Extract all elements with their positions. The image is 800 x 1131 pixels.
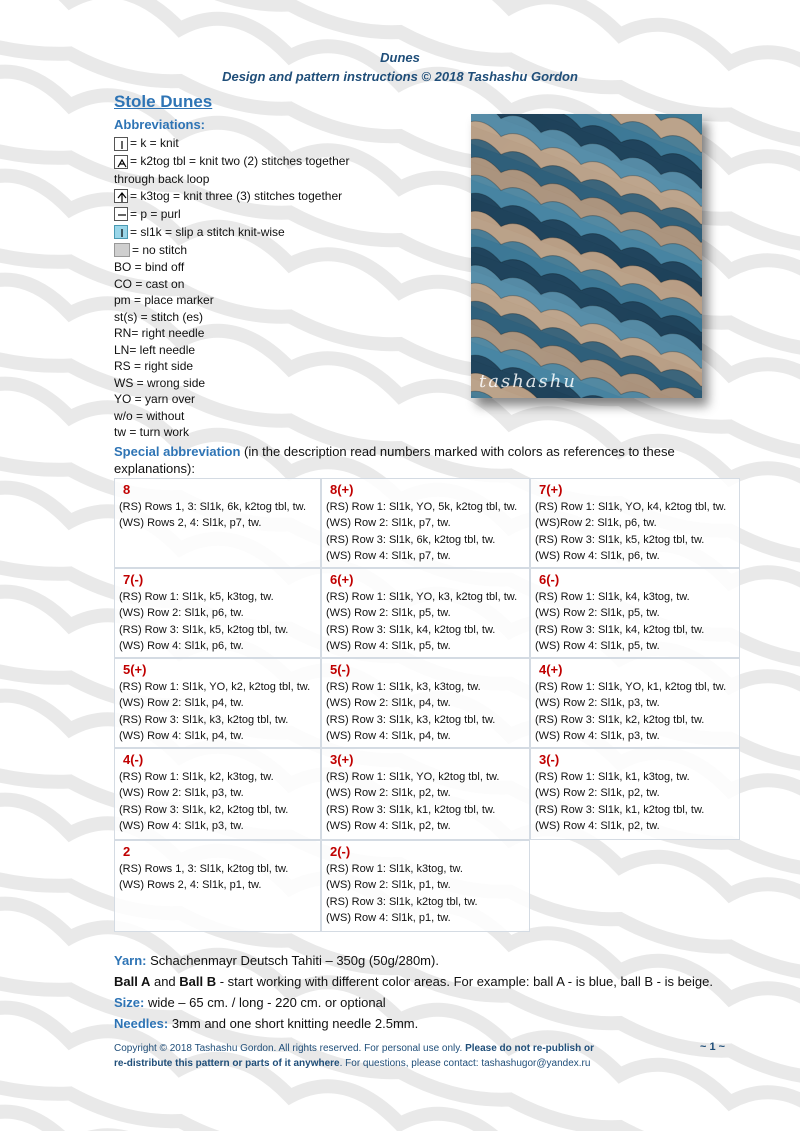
cell-line: (RS) Row 3: Sl1k, k3, k2tog tbl, tw. <box>326 713 496 726</box>
abbr-no-stitch <box>114 241 474 259</box>
cell-number: 3(-) <box>539 752 560 767</box>
table-cell <box>530 748 740 840</box>
cell-line: (WS) Row 4: Sl1k, p6, tw. <box>535 549 660 562</box>
cell-line: (WS) Row 4: Sl1k, p5, tw. <box>326 639 451 652</box>
cell-number: 4(+) <box>539 662 563 677</box>
cell-number: 6(-) <box>539 572 560 587</box>
cell-line: (RS) Row 1: Sl1k, k5, k3tog, tw. <box>119 591 274 603</box>
abbr-plain: w/o = without <box>114 408 185 423</box>
table-cell <box>530 478 740 568</box>
abbr-plain: BO = bind off <box>114 260 185 274</box>
footer-bold: Please do not re-publish or <box>465 1043 594 1054</box>
cell-line: (WS) Row 2: Sl1k, p1, tw. <box>326 879 451 892</box>
abbr-plain: YO = yarn over <box>114 392 196 406</box>
cell-line: (WS) Row 2: Sl1k, p5, tw. <box>535 607 660 620</box>
cell-line: (WS) Row 2: Sl1k, p2, tw. <box>535 787 660 800</box>
cell-number: 3(+) <box>330 752 354 767</box>
ball-a-label: Ball A <box>114 974 151 989</box>
size-line <box>114 992 754 1013</box>
abbr-slip <box>114 223 474 241</box>
cell-line: (WS) Row 4: Sl1k, p3, tw. <box>535 729 660 742</box>
table-cell <box>321 568 530 658</box>
table-cell <box>114 840 321 932</box>
knitted-dunes-image <box>471 114 702 398</box>
cell-line: (WS) Row 4: Sl1k, p5, tw. <box>535 639 660 652</box>
cell-number: 2(-) <box>330 844 351 859</box>
special-abbreviation-intro <box>114 443 714 477</box>
footer-copyright <box>114 1041 744 1071</box>
header-title: Dunes <box>380 50 420 65</box>
cell-line: (WS) Row 2: Sl1k, p4, tw. <box>326 697 451 710</box>
cell-line: (RS) Row 3: Sl1k, k4, k2tog tbl, tw. <box>535 623 705 636</box>
cell-line: (RS) Row 3: Sl1k, k2, k2tog tbl, tw. <box>535 713 705 726</box>
abbr-text: = p = purl <box>130 206 181 221</box>
cell-line: (RS) Row 3: Sl1k, k5, k2tog tbl, tw. <box>119 623 289 636</box>
cell-line: (RS) Row 1: Sl1k, k4, k3tog, tw. <box>535 591 690 603</box>
abbr-plain: RN= right needle <box>114 326 205 340</box>
cell-number: 4(-) <box>123 752 144 767</box>
cell-line: (WS) Row 4: Sl1k, p2, tw. <box>326 819 451 832</box>
yarn-label: Yarn: <box>114 953 147 968</box>
section-title: Stole Dunes <box>114 92 213 111</box>
cell-number: 5(+) <box>123 662 147 677</box>
cell-line: (WS) Rows 2, 4: Sl1k, p7, tw. <box>119 517 262 530</box>
abbr-k2tog-tbl <box>114 153 474 171</box>
cell-line: (RS) Row 1: Sl1k, YO, k2tog tbl, tw. <box>326 771 500 783</box>
abbr-plain: st(s) = stitch (es) <box>114 309 204 324</box>
abbr-k3tog <box>114 187 474 205</box>
table-cell <box>114 658 321 748</box>
no-stitch-symbol-icon <box>114 243 130 257</box>
table-cell <box>114 568 321 658</box>
abbr-text: = k2tog tbl = knit two (2) stitches together <box>130 154 350 169</box>
photo-signature: tashashu <box>479 371 577 392</box>
ball-and: and <box>150 974 180 989</box>
cell-number: 2 <box>123 844 131 859</box>
table-cell <box>321 840 530 932</box>
abbr-text: = sl1k = slip a stitch knit-wise <box>130 224 285 239</box>
cell-line: (WS) Row 2: Sl1k, p4, tw. <box>119 697 244 710</box>
slip-symbol-icon <box>114 225 128 239</box>
abbr-plain: WS = wrong side <box>114 375 206 390</box>
cell-line: (WS) Row 4: Sl1k, p4, tw. <box>119 729 244 742</box>
special-text: (in the description read numbers marked with colors as references to these explanations): <box>114 444 675 476</box>
cell-line: (WS) Row 2: Sl1k, p5, tw. <box>326 607 451 620</box>
cell-line: (WS) Row 2: Sl1k, p3, tw. <box>535 697 660 710</box>
cell-line: (RS) Row 3: Sl1k, k3, k2tog tbl, tw. <box>119 713 289 726</box>
materials-block <box>114 950 754 1034</box>
abbr-text: = k = knit <box>130 136 179 151</box>
cell-line: (RS) Row 3: Sl1k, k5, k2tog tbl, tw. <box>535 533 705 546</box>
cell-line: (RS) Row 1: Sl1k, YO, k2, k2tog tbl, tw. <box>119 681 311 693</box>
cell-line: (WS)Row 2: Sl1k, p6, tw. <box>535 517 657 530</box>
ball-b-label: Ball B <box>179 974 217 989</box>
cell-line: (RS) Row 1: Sl1k, YO, k1, k2tog tbl, tw. <box>535 681 727 693</box>
cell-line: (WS) Row 4: Sl1k, p2, tw. <box>535 819 660 832</box>
abbr-purl <box>114 205 474 223</box>
ball-line <box>114 971 754 992</box>
cell-line: (RS) Row 1: Sl1k, k3tog, tw. <box>326 863 463 875</box>
cell-line: (RS) Row 1: Sl1k, YO, k4, k2tog tbl, tw. <box>535 501 727 513</box>
size-label: Size: <box>114 995 145 1010</box>
cell-number: 6(+) <box>330 572 354 587</box>
cell-line: (RS) Rows 1, 3: Sl1k, 6k, k2tog tbl, tw. <box>119 501 307 513</box>
abbr-plain: tw = turn work <box>114 425 190 439</box>
needles-line <box>114 1013 754 1034</box>
cell-number: 5(-) <box>330 662 351 677</box>
footer-bold: re-distribute this pattern or parts of it anywhere <box>114 1058 340 1069</box>
special-label: Special abbreviation <box>114 444 241 459</box>
cell-line: (WS) Row 2: Sl1k, p2, tw. <box>326 787 451 800</box>
ball-text: - start working with different color areas. For example: ball A - is blue, ball B - is beige. <box>216 974 713 989</box>
cell-line: (RS) Row 3: Sl1k, k2tog tbl, tw. <box>326 895 478 908</box>
page-number: ~ 1 ~ <box>700 1041 726 1053</box>
table-cell <box>321 748 530 840</box>
size-text: wide – 65 cm. / long - 220 cm. or optional <box>144 995 386 1010</box>
abbr-text: = k3tog = knit three (3) stitches together <box>130 188 343 203</box>
cell-line: (RS) Row 3: Sl1k, k2, k2tog tbl, tw. <box>119 803 289 816</box>
abbr-knit <box>114 135 474 153</box>
table-cell <box>114 478 321 568</box>
abbr-plain: RS = right side <box>114 359 194 373</box>
cell-line: (RS) Row 1: Sl1k, k3, k3tog, tw. <box>326 681 481 693</box>
cell-line: (RS) Row 3: Sl1k, 6k, k2tog tbl, tw. <box>326 533 496 546</box>
table-cell <box>321 478 530 568</box>
cell-line: (WS) Rows 2, 4: Sl1k, p1, tw. <box>119 879 262 892</box>
cell-line: (WS) Row 2: Sl1k, p6, tw. <box>119 607 244 620</box>
k2tog-tbl-symbol-icon <box>114 155 128 169</box>
yarn-line <box>114 950 754 971</box>
cell-line: (RS) Row 3: Sl1k, k4, k2tog tbl, tw. <box>326 623 496 636</box>
cell-line: (WS) Row 4: Sl1k, p7, tw. <box>326 549 451 562</box>
purl-symbol-icon <box>114 207 128 221</box>
cell-line: (WS) Row 4: Sl1k, p4, tw. <box>326 729 451 742</box>
cell-line: (WS) Row 2: Sl1k, p3, tw. <box>119 787 244 800</box>
abbreviations-block <box>114 117 474 441</box>
abbr-plain: pm = place marker <box>114 293 214 307</box>
cell-line: (RS) Row 1: Sl1k, YO, 5k, k2tog tbl, tw. <box>326 501 518 513</box>
cell-line: (WS) Row 2: Sl1k, p7, tw. <box>326 517 451 530</box>
cell-line: (RS) Row 1: Sl1k, k2, k3tog, tw. <box>119 771 274 783</box>
cell-line: (RS) Rows 1, 3: Sl1k, k2tog tbl, tw. <box>119 863 289 875</box>
cell-line: (RS) Row 3: Sl1k, k1, k2tog tbl, tw. <box>326 803 496 816</box>
table-cell <box>114 748 321 840</box>
cell-number: 8 <box>123 482 131 497</box>
cell-number: 7(+) <box>539 482 563 497</box>
table-cell <box>530 568 740 658</box>
abbr-plain: CO = cast on <box>114 276 185 291</box>
table-cell <box>321 658 530 748</box>
header-subtitle: Design and pattern instructions © 2018 Tashashu Gordon <box>222 69 578 84</box>
stole-photo <box>471 114 702 398</box>
cell-line: (RS) Row 3: Sl1k, k1, k2tog tbl, tw. <box>535 803 705 816</box>
k3tog-symbol-icon <box>114 189 128 203</box>
cell-line: (WS) Row 4: Sl1k, p3, tw. <box>119 819 244 832</box>
cell-line: (WS) Row 4: Sl1k, p6, tw. <box>119 639 244 652</box>
footer-text: Copyright © 2018 Tashashu Gordon. All rights reserved. For personal use only. <box>114 1043 466 1054</box>
cell-line: (RS) Row 1: Sl1k, k1, k3tog, tw. <box>535 771 690 783</box>
abbr-continuation: through back loop <box>114 171 210 186</box>
abbr-text: = no stitch <box>132 242 188 257</box>
cell-number: 7(-) <box>123 572 144 587</box>
cell-number: 8(+) <box>330 482 354 497</box>
abbr-plain: LN= left needle <box>114 342 196 357</box>
abbreviations-heading: Abbreviations: <box>114 117 206 132</box>
cell-line: (RS) Row 1: Sl1k, YO, k3, k2tog tbl, tw. <box>326 591 518 603</box>
footer-text: . For questions, please contact: tashashugor@yandex.ru <box>339 1058 591 1069</box>
needles-text: 3mm and one short knitting needle 2.5mm. <box>168 1016 419 1031</box>
cell-line: (WS) Row 4: Sl1k, p1, tw. <box>326 911 451 924</box>
knit-symbol-icon <box>114 137 128 151</box>
table-cell <box>530 658 740 748</box>
yarn-text: Schachenmayr Deutsch Tahiti – 350g (50g/280m). <box>146 953 439 968</box>
needles-label: Needles: <box>114 1016 169 1031</box>
